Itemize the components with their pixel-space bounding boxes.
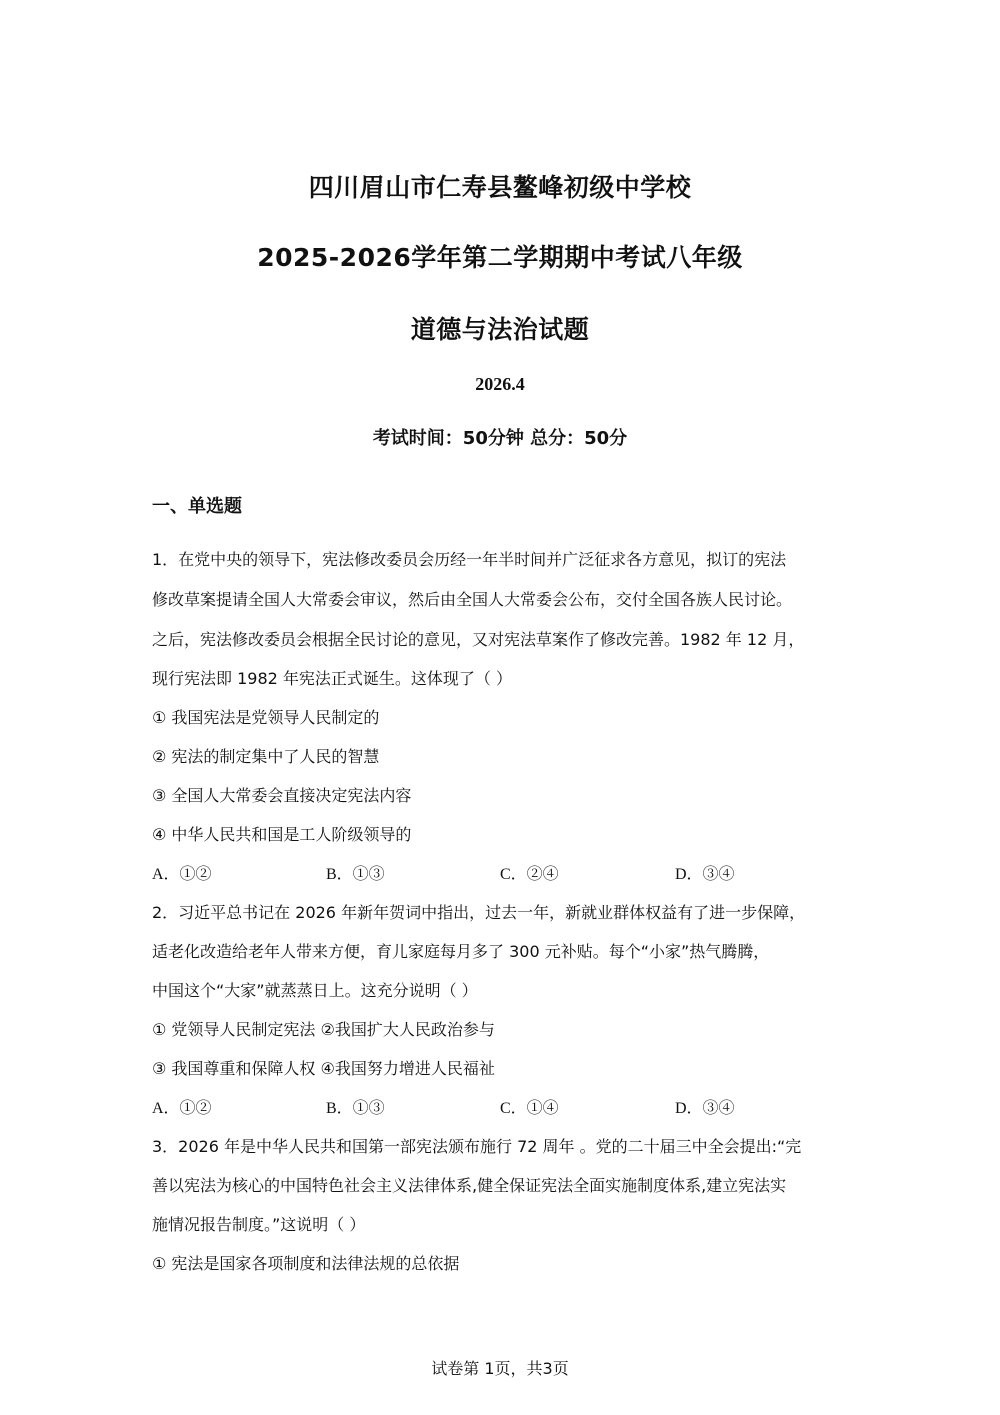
exam-info: 考试时间：50分钟 总分：50分: [372, 428, 628, 449]
section-heading: 一、单选题: [152, 496, 242, 517]
exam-date: 2026.4: [475, 374, 525, 394]
question-1-statement: ④ 中华人民共和国是工人阶级领导的: [152, 825, 412, 844]
question-1-line: 现行宪法即 1982 年宪法正式诞生。这体现了（ ）: [152, 669, 512, 688]
question-1-statement: ② 宪法的制定集中了人民的智慧: [152, 747, 380, 766]
page-footer: 试卷第 1页，共3页: [431, 1359, 569, 1378]
question-3-statement: ① 宪法是国家各项制度和法律法规的总依据: [152, 1254, 460, 1273]
term-title: 2025-2026学年第二学期期中考试八年级: [257, 243, 743, 272]
question-2-line: 中国这个“大家”就蒸蒸日上。这充分说明（ ）: [152, 981, 478, 1000]
option-b[interactable]: B．①③: [326, 1100, 385, 1117]
question-1-line: 1．在党中央的领导下，宪法修改委员会历经一年半时间并广泛征求各方意见，拟订的宪法: [152, 550, 787, 569]
option-d[interactable]: D．③④: [675, 1100, 735, 1117]
question-1-line: 修改草案提请全国人大常委会审议，然后由全国人大常委会公布，交付全国各族人民讨论。: [152, 590, 793, 609]
question-1-statement: ③ 全国人大常委会直接决定宪法内容: [152, 786, 412, 805]
question-1-statement: ① 我国宪法是党领导人民制定的: [152, 708, 380, 727]
question-1-line: 之后，宪法修改委员会根据全民讨论的意见，又对宪法草案作了修改完善。1982 年 12 月，: [152, 630, 805, 649]
option-a[interactable]: A．①②: [152, 866, 212, 883]
option-a[interactable]: A．①②: [152, 1100, 212, 1117]
option-c[interactable]: C．②④: [500, 866, 559, 883]
option-b[interactable]: B．①③: [326, 866, 385, 883]
question-2-statement: ③ 我国尊重和保障人权 ④我国努力增进人民福祉: [152, 1059, 495, 1078]
option-d[interactable]: D．③④: [675, 866, 735, 883]
question-2-statement: ① 党领导人民制定宪法 ②我国扩大人民政治参与: [152, 1020, 495, 1039]
question-3-line: 3．2026 年是中华人民共和国第一部宪法颁布施行 72 周年 。党的二十届三中全会提出:“完: [152, 1137, 802, 1156]
subject-title: 道德与法治试题: [410, 315, 590, 344]
question-2-line: 2．习近平总书记在 2026 年新年贺词中指出，过去一年，新就业群体权益有了进一步保障，: [152, 903, 806, 922]
question-2-line: 适老化改造给老年人带来方便，育儿家庭每月多了 300 元补贴。每个“小家”热气腾腾，: [152, 942, 770, 961]
question-3-line: 善以宪法为核心的中国特色社会主义法律体系,健全保证宪法全面实施制度体系,建立宪法实: [152, 1176, 787, 1195]
question-3-line: 施情况报告制度。”这说明（ ）: [152, 1215, 366, 1234]
option-c[interactable]: C．①④: [500, 1100, 559, 1117]
school-title: 四川眉山市仁寿县鳌峰初级中学校: [308, 173, 692, 202]
